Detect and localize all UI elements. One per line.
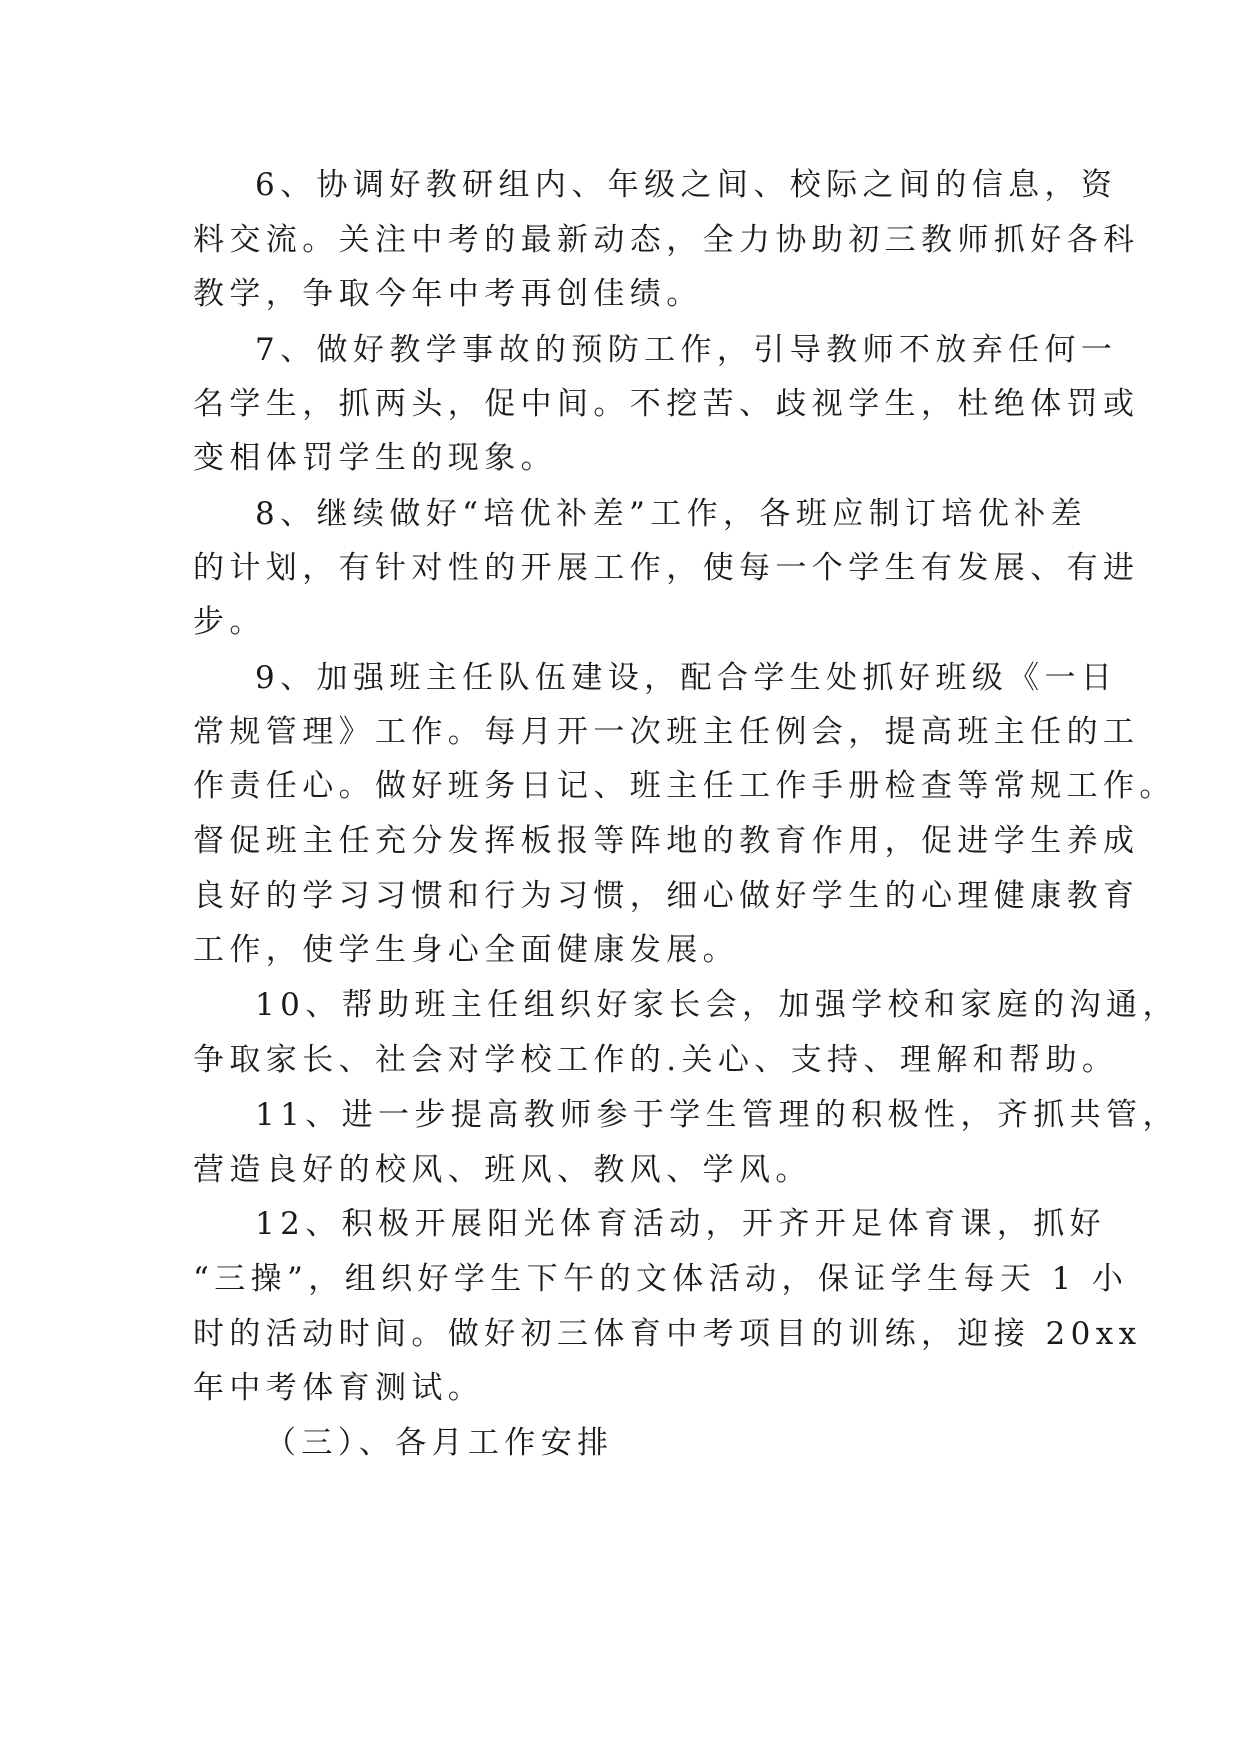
item-7-line-3: 变相体罚学生的现象。 (193, 440, 557, 476)
item-9-line-3: 作责任心。做好班务日记、班主任工作手册检查等常规工作。 (193, 768, 1176, 804)
item-9-line-1: 9、加强班主任队伍建设，配合学生处抓好班级《一日 (255, 660, 1118, 696)
item-6-line-1: 6、协调好教研组内、年级之间、校际之间的信息，资 (255, 167, 1118, 203)
item-9-line-6: 工作，使学生身心全面健康发展。 (193, 932, 739, 968)
item-12-line-2: “三操”，组织好学生下午的文体活动，保证学生每天 1 小 (193, 1261, 1129, 1297)
item-9-line-2: 常规管理》工作。每月开一次班主任例会，提高班主任的工 (193, 714, 1140, 750)
item-10-line-2: 争取家长、社会对学校工作的.关心、支持、理解和帮助。 (193, 1042, 1119, 1078)
item-7-line-2: 名学生，抓两头，促中间。不挖苦、歧视学生，杜绝体罚或 (193, 386, 1140, 422)
item-11-line-1: 11、进一步提高教师参于学生管理的积极性，齐抓共管， (255, 1097, 1179, 1133)
item-9-line-5: 良好的学习习惯和行为习惯，细心做好学生的心理健康教育 (193, 878, 1140, 914)
item-11-line-2: 营造良好的校风、班风、教风、学风。 (193, 1152, 812, 1188)
item-9-line-4: 督促班主任充分发挥板报等阵地的教育作用，促进学生养成 (193, 823, 1140, 859)
item-12-line-3: 时的活动时间。做好初三体育中考项目的训练，迎接 20xx (193, 1316, 1142, 1352)
section-heading: （三）、各月工作安排 (265, 1425, 614, 1461)
item-8-line-3: 步。 (193, 604, 266, 640)
item-6-line-2: 料交流。关注中考的最新动态，全力协助初三教师抓好各科 (193, 222, 1140, 258)
item-12-line-4: 年中考体育测试。 (193, 1370, 485, 1406)
item-8-line-2: 的计划，有针对性的开展工作，使每一个学生有发展、有进 (193, 550, 1140, 586)
item-10-line-1: 10、帮助班主任组织好家长会，加强学校和家庭的沟通， (255, 987, 1179, 1023)
item-8-line-1: 8、继续做好“培优补差”工作，各班应制订培优补差 (255, 496, 1088, 532)
item-7-line-1: 7、做好教学事故的预防工作，引导教师不放弃任何一 (255, 332, 1118, 368)
item-6-line-3: 教学，争取今年中考再创佳绩。 (193, 276, 703, 312)
item-12-line-1: 12、积极开展阳光体育活动，开齐开足体育课，抓好 (255, 1206, 1107, 1242)
